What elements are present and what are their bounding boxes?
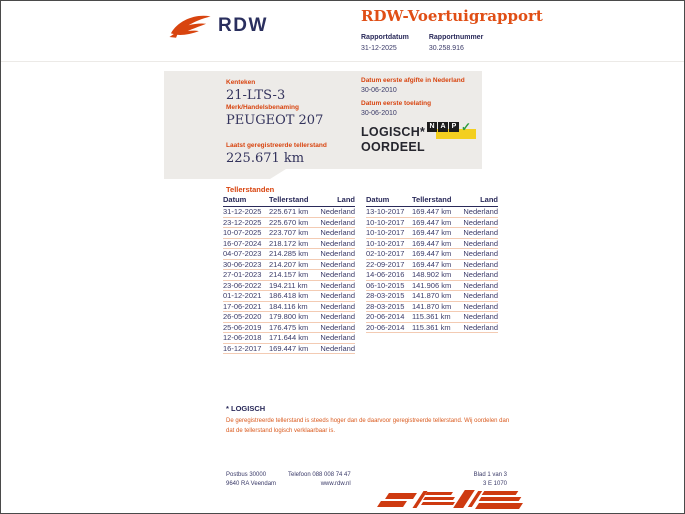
report-date	[361, 34, 409, 52]
table-row	[366, 239, 498, 250]
table-cell: 10-07-2025	[223, 229, 262, 237]
table-row	[223, 260, 355, 271]
afgifte-field	[361, 77, 465, 94]
table-cell: 06-10-2015	[366, 281, 405, 290]
table-row	[223, 323, 355, 334]
table-cell: 179.800 km	[269, 313, 309, 321]
table-cell: 194.211 km	[269, 281, 308, 290]
table-cell: 169.447 km	[412, 218, 452, 227]
table-cell: 115.361 km	[412, 313, 451, 321]
table-row	[223, 344, 355, 355]
decorative-stripes	[371, 487, 523, 513]
table-cell: Nederland	[463, 323, 498, 332]
report-number	[429, 34, 483, 52]
stripe	[385, 493, 417, 499]
report-date-value: 31-12-2025	[361, 45, 397, 52]
stripe	[423, 497, 455, 500]
nap-logo	[427, 122, 477, 142]
table-row	[223, 207, 355, 218]
tellerstand-field	[226, 142, 327, 166]
report-date-label: Rapportdatum	[361, 34, 409, 41]
checkmark-icon: ✓	[461, 120, 472, 134]
table-cell: 148.902 km	[412, 271, 452, 279]
rdw-logo	[168, 11, 268, 41]
table-cell: Nederland	[320, 239, 355, 248]
kenteken-label: Kenteken	[226, 79, 256, 86]
tellerstand-value: 225.671 km	[226, 151, 305, 166]
table-cell: 02-10-2017	[366, 250, 405, 258]
table-row	[366, 302, 498, 313]
toelating-value: 30-06-2010	[361, 110, 397, 117]
table-cell: 30-06-2023	[223, 260, 262, 269]
table-cell: 225.670 km	[269, 218, 309, 227]
report-meta	[361, 34, 483, 52]
table-cell: 169.447 km	[412, 208, 452, 216]
table-row	[366, 323, 498, 334]
table-cell: 14-06-2016	[366, 271, 405, 279]
report-number-label: Rapportnummer	[428, 34, 484, 41]
table-cell: 214.157 km	[269, 271, 309, 279]
table-cell: 186.418 km	[269, 292, 309, 300]
table-cell: 27-01-2023	[223, 271, 262, 279]
header-tellerstand: Tellerstand	[412, 195, 452, 204]
table-row	[223, 218, 355, 229]
table-row	[223, 239, 355, 250]
footer-form-code: 3 E 1070	[482, 481, 507, 487]
merk-value: PEUGEOT 207	[226, 113, 324, 128]
tellerstanden-table-left	[223, 195, 355, 354]
oordeel-line2: OORDEEL	[361, 140, 425, 154]
table-cell: 115.361 km	[412, 323, 451, 332]
stripe	[482, 491, 519, 495]
merk-label: Merk/Handelsbenaming	[226, 104, 299, 111]
header-divider	[1, 61, 685, 62]
footer-address-line1: Postbus 30000	[226, 472, 267, 478]
table-row	[366, 291, 498, 302]
table-cell: 184.116 km	[269, 302, 308, 311]
rdw-eagle-icon	[168, 11, 212, 41]
header-tellerstand: Tellerstand	[269, 195, 309, 204]
table-cell: 141.870 km	[412, 302, 452, 311]
table-row	[366, 312, 498, 323]
oordeel-line1: LOGISCH*	[361, 125, 426, 139]
stripe	[479, 497, 522, 501]
table-cell: Nederland	[463, 218, 498, 227]
table-row	[366, 249, 498, 260]
table-cell: 10-10-2017	[366, 218, 405, 227]
table-cell: 141.906 km	[412, 281, 452, 290]
tellerstanden-table-right	[366, 195, 498, 333]
toelating-field	[361, 100, 431, 117]
footer-phone: Telefoon 088 008 74 47	[288, 472, 351, 478]
nap-letter-p: P	[449, 122, 459, 132]
table-row	[223, 333, 355, 344]
report-number-value: 30.258.916	[428, 45, 464, 52]
table-cell: 171.644 km	[269, 334, 309, 342]
header-datum: Datum	[366, 195, 390, 204]
footnote-body: De geregistreerde tellerstand is steeds hoger dan de daarvoor geregistreerde tellerstand. Wij oordelen dan dat de tellerstand logisch verklaarbaar is.	[226, 418, 510, 434]
table-row	[366, 281, 498, 292]
kenteken-field	[226, 79, 285, 103]
header-land: Land	[480, 195, 498, 204]
afgifte-value: 30-06-2010	[361, 87, 397, 94]
header-datum: Datum	[223, 195, 247, 204]
vehicle-summary-box-tab	[164, 169, 286, 179]
table-header-row	[223, 195, 355, 207]
table-cell: 169.447 km	[412, 229, 452, 237]
table-row	[223, 291, 355, 302]
footer-contact	[288, 471, 351, 489]
table-cell: 225.671 km	[269, 208, 309, 216]
table-row	[366, 218, 498, 229]
table-cell: 13-10-2017	[366, 208, 405, 216]
table-cell: 23-06-2022	[223, 281, 262, 290]
table-header-row	[366, 195, 498, 207]
table-cell: 25-06-2019	[223, 323, 262, 332]
table-row	[366, 270, 498, 281]
table-cell: Nederland	[320, 271, 355, 279]
table-cell: Nederland	[463, 313, 498, 321]
table-cell: Nederland	[320, 218, 355, 227]
table-cell: 214.285 km	[269, 250, 309, 258]
footer-address-line2: 9640 RA Veendam	[226, 481, 277, 487]
table-cell: 20-06-2014	[366, 313, 405, 321]
table-cell: Nederland	[320, 313, 355, 321]
table-cell: Nederland	[463, 260, 498, 269]
rdw-wordmark: RDW	[218, 15, 268, 36]
table-cell: 214.207 km	[269, 260, 309, 269]
table-cell: 169.447 km	[412, 239, 452, 248]
tellerstanden-title: Tellerstanden	[226, 185, 275, 194]
page-title: RDW-Voertuigrapport	[361, 7, 543, 25]
table-row	[223, 281, 355, 292]
table-cell: Nederland	[320, 323, 355, 332]
oordeel-text	[361, 125, 425, 155]
stripe	[421, 502, 455, 505]
table-cell: 26-05-2020	[223, 313, 262, 321]
table-cell: 23-12-2025	[223, 218, 262, 227]
table-row	[223, 228, 355, 239]
table-cell: Nederland	[320, 334, 355, 342]
table-cell: 169.447 km	[269, 344, 309, 353]
table-row	[223, 249, 355, 260]
table-cell: Nederland	[320, 229, 355, 237]
table-cell: Nederland	[463, 208, 498, 216]
table-cell: 10-10-2017	[366, 229, 405, 237]
stripe	[425, 492, 453, 495]
table-cell: 16-12-2017	[223, 344, 262, 353]
table-cell: 169.447 km	[412, 260, 452, 269]
afgifte-label: Datum eerste afgifte in Nederland	[361, 77, 465, 84]
table-cell: Nederland	[320, 292, 355, 300]
table-row	[223, 270, 355, 281]
table-cell: 12-06-2018	[223, 334, 262, 342]
footer-address	[226, 471, 276, 489]
table-cell: Nederland	[463, 239, 498, 248]
table-cell: 17-06-2021	[223, 302, 262, 311]
table-cell: 169.447 km	[412, 250, 452, 258]
table-cell: Nederland	[320, 302, 355, 311]
kenteken-value: 21-LTS-3	[226, 88, 286, 103]
table-cell: Nederland	[320, 260, 355, 269]
table-cell: Nederland	[320, 281, 355, 290]
table-cell: Nederland	[463, 271, 498, 279]
table-cell: 218.172 km	[269, 239, 309, 248]
table-cell: 28-03-2015	[366, 302, 405, 311]
table-cell: Nederland	[463, 281, 498, 290]
table-cell: 141.870 km	[412, 292, 452, 300]
table-cell: 176.475 km	[269, 323, 309, 332]
stripe	[475, 503, 523, 509]
table-cell: Nederland	[320, 344, 355, 353]
table-cell: Nederland	[320, 208, 355, 216]
table-cell: 01-12-2021	[223, 292, 262, 300]
table-cell: 223.707 km	[269, 229, 309, 237]
table-cell: 28-03-2015	[366, 292, 405, 300]
table-cell: 20-06-2014	[366, 323, 405, 332]
table-cell: Nederland	[463, 302, 498, 311]
table-cell: 16-07-2024	[223, 239, 262, 248]
merk-field	[226, 104, 323, 128]
footer-page-indicator: Blad 1 van 3	[473, 472, 507, 478]
table-cell: Nederland	[320, 250, 355, 258]
nap-letter-a: A	[438, 122, 448, 132]
nap-letter-n: N	[427, 122, 437, 132]
table-cell: Nederland	[463, 229, 498, 237]
table-row	[366, 228, 498, 239]
table-row	[366, 207, 498, 218]
header-land: Land	[337, 195, 355, 204]
stripe	[377, 501, 407, 507]
footnote-title: * LOGISCH	[226, 404, 266, 413]
table-row	[223, 312, 355, 323]
table-cell: Nederland	[463, 292, 498, 300]
table-cell: 04-07-2023	[223, 250, 262, 258]
table-row	[223, 302, 355, 313]
table-cell: 22-09-2017	[366, 260, 405, 269]
table-cell: 31-12-2025	[223, 208, 262, 216]
toelating-label: Datum eerste toelating	[361, 100, 432, 107]
table-cell: Nederland	[463, 250, 498, 258]
tellerstand-label: Laatst geregistreerde tellerstand	[226, 142, 327, 149]
footer-website: www.rdw.nl	[320, 481, 351, 487]
table-row	[366, 260, 498, 271]
table-cell: 10-10-2017	[366, 239, 405, 248]
